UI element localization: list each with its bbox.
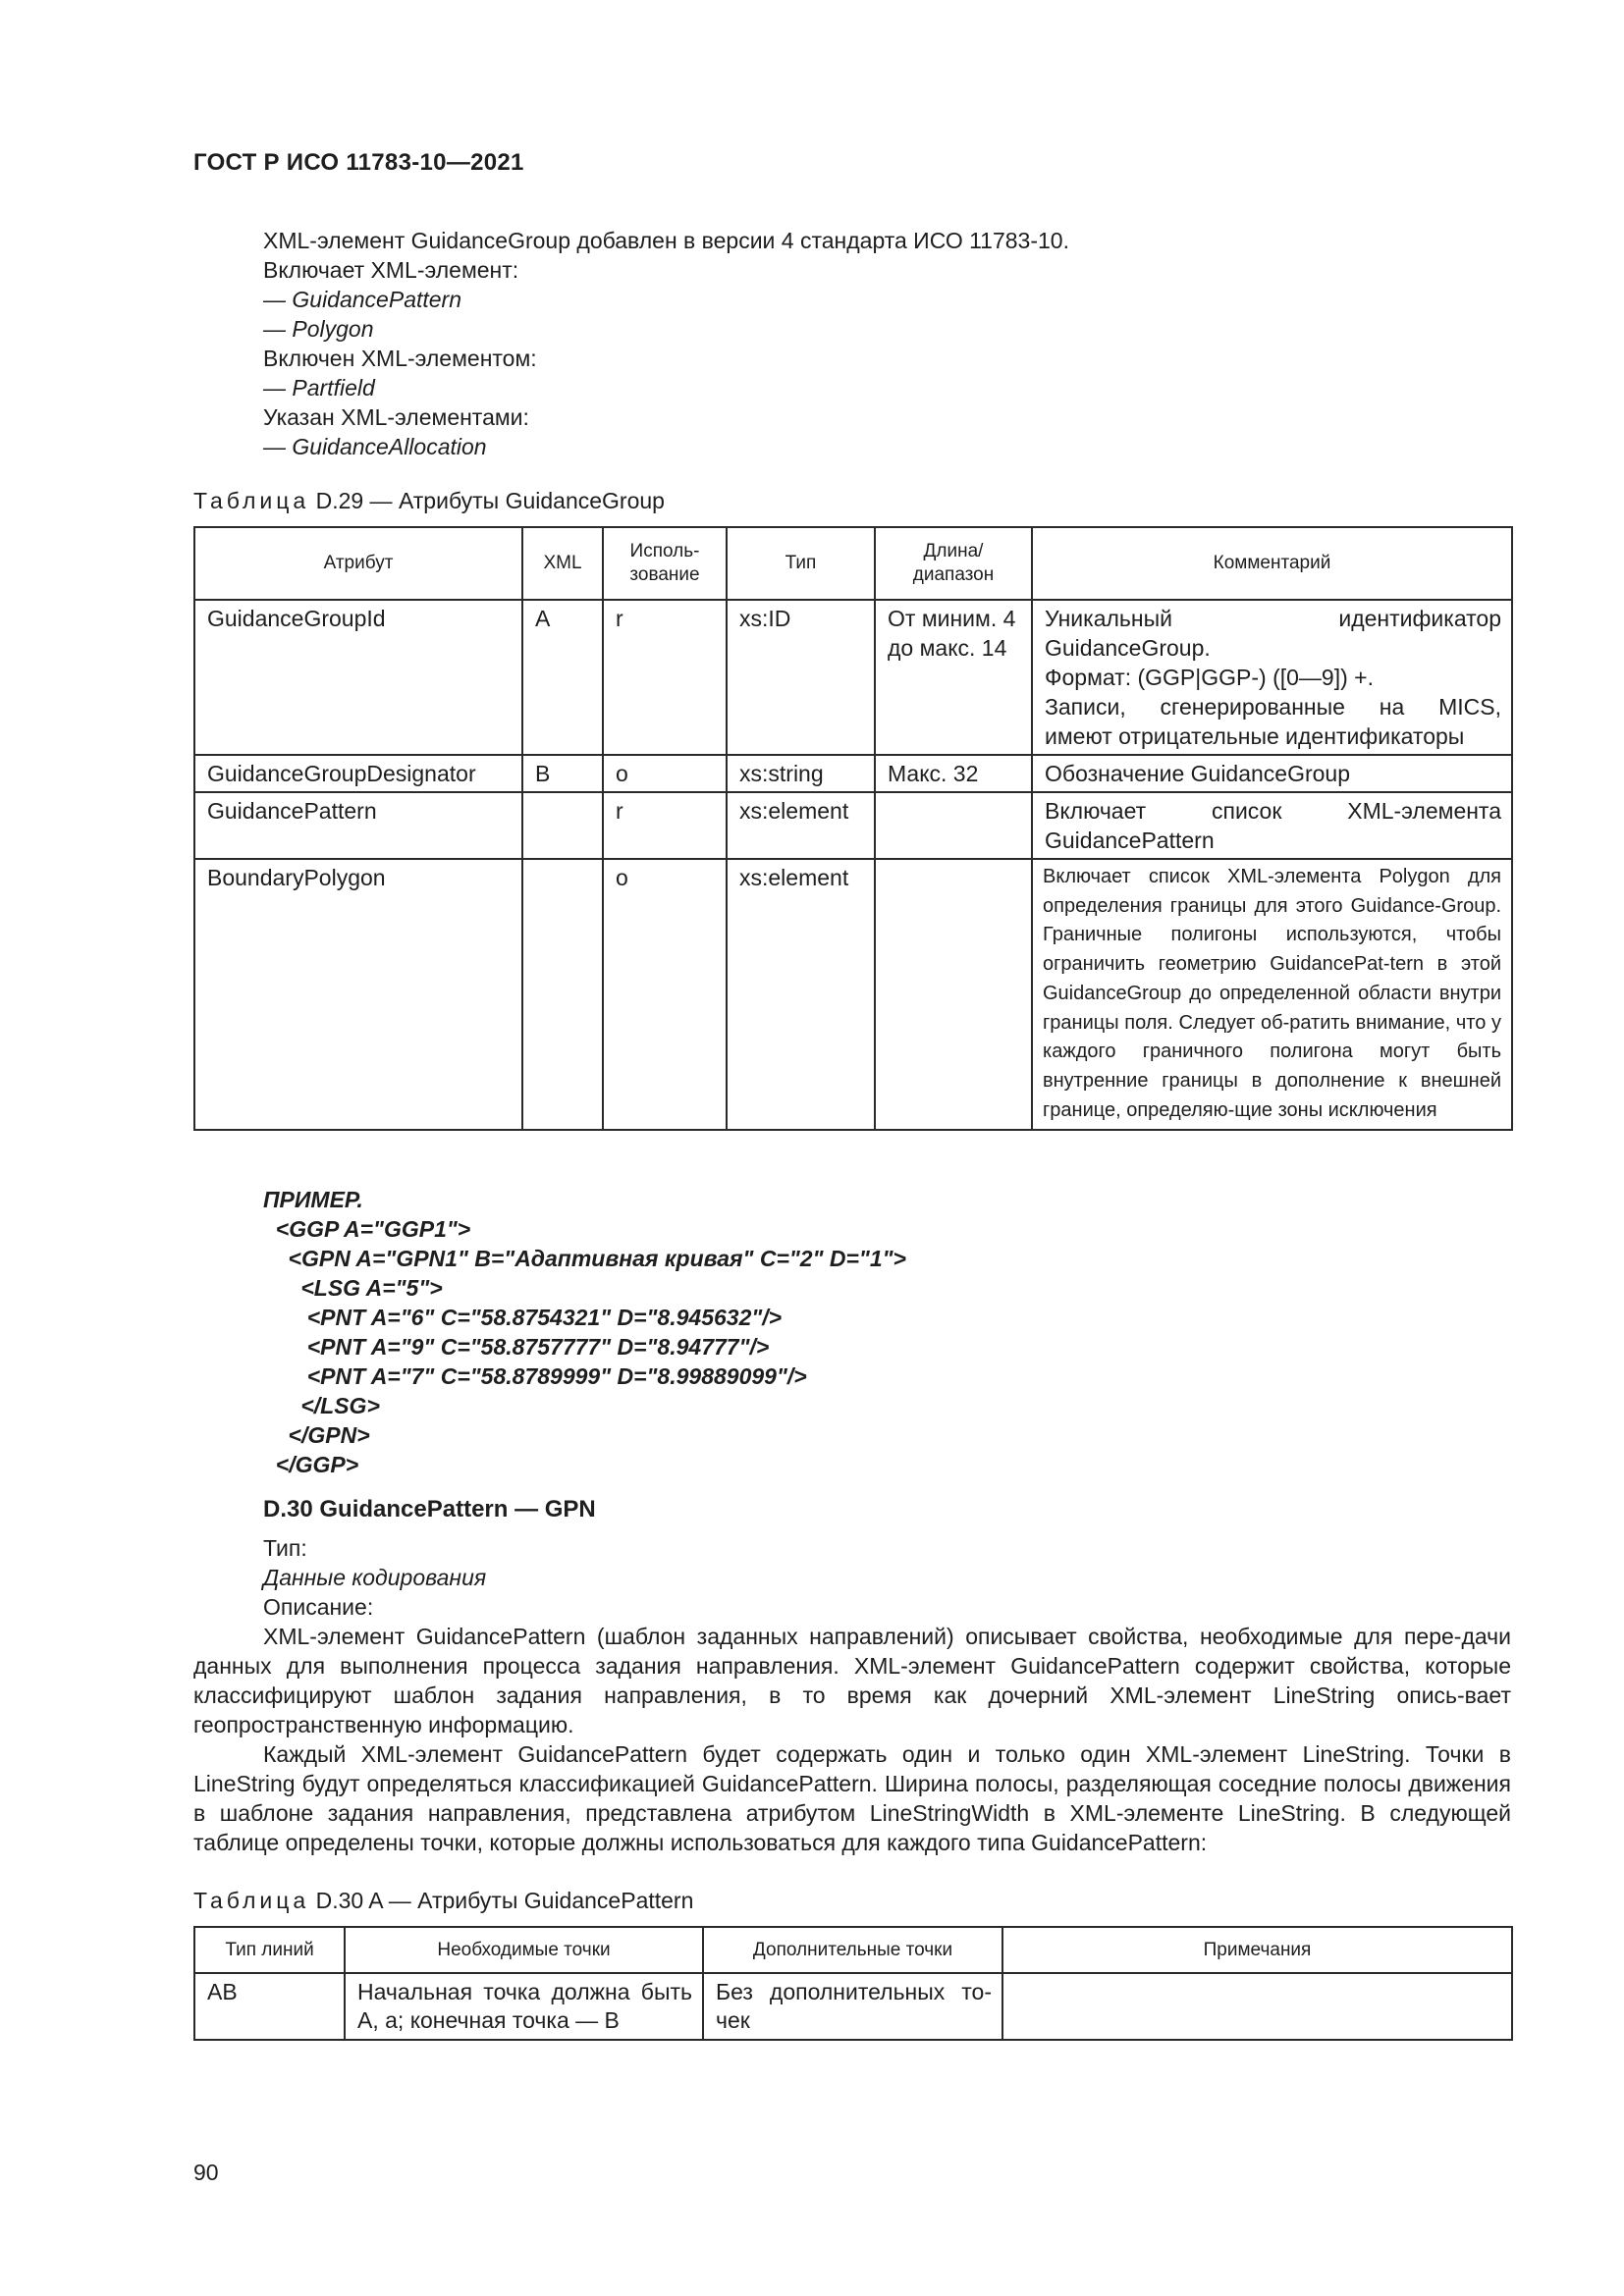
table-row — [194, 755, 1512, 792]
cell-type: xs:element — [727, 792, 875, 859]
code-line: <PNT A="7" C="58.8789999" D="8.99889099"/> — [263, 1363, 807, 1389]
code-line: <PNT A="6" C="58.8754321" D="8.945632"/> — [263, 1305, 783, 1330]
cell-required-points: Начальная точка должна быть A, a; конечная точка — B — [345, 1973, 703, 2040]
comment-line: имеют отрицательные идентификаторы — [1045, 723, 1465, 749]
comment-line: Уникальный идентификатор — [1045, 606, 1501, 631]
column-header-notes: Примечания — [1002, 1927, 1512, 1973]
table-caption-word: Таблица — [193, 488, 310, 513]
description-paragraph: XML-элемент GuidancePattern (шаблон заданных направлений) описывает свойства, необходимые для пере-дачи данных для выполнения процесса задания направления. XML-элемент GuidancePattern содержит свойства, которые классифицируют шаблон задания направления, в то время как дочерний XML-элемент LineString опись-вает геопространственную информацию. — [193, 1624, 1511, 1737]
example-label: ПРИМЕР. — [263, 1187, 363, 1212]
cell-attribute: BoundaryPolygon — [194, 859, 522, 1130]
cell-attribute: GuidancePattern — [194, 792, 522, 859]
type-value: Данные кодирования — [263, 1565, 487, 1590]
column-header-range: Длина/ диапазон — [875, 527, 1032, 600]
cell-usage: r — [603, 600, 727, 755]
column-header-optional-points: Дополнительные точки — [703, 1927, 1002, 1973]
section-body — [193, 1533, 1511, 1857]
column-header-type: Тип — [727, 527, 875, 600]
cell-comment — [1032, 755, 1512, 792]
column-header-xml: XML — [522, 527, 603, 600]
includes-label: Включает XML-элемент: — [263, 257, 519, 283]
page-number: 90 — [193, 2160, 219, 2185]
table-d30 — [193, 1926, 1513, 2041]
includes-item: — GuidancePattern — [263, 287, 462, 312]
comment-line: GuidanceGroup. — [1045, 635, 1211, 661]
table-d29 — [193, 526, 1513, 1131]
cell-range: От миним. 4 до макс. 14 — [875, 600, 1032, 755]
cell-xml — [522, 792, 603, 859]
description-label: Описание: — [263, 1594, 374, 1620]
column-header-line-type: Тип линий — [194, 1927, 345, 1973]
table-row — [194, 600, 1512, 755]
column-header-attribute: Атрибут — [194, 527, 522, 600]
comment-line: Обозначение GuidanceGroup — [1045, 761, 1351, 786]
cell-usage: r — [603, 792, 727, 859]
example-block — [263, 1185, 906, 1479]
section-title: D.30 GuidancePattern — GPN — [263, 1496, 596, 1522]
table-row — [194, 859, 1512, 1130]
table-header-row — [194, 527, 1512, 600]
cell-comment: Включает список XML-элемента Polygon для определения границы для этого Guidance-Group. Граничные полигоны используются, чтобы ограничить геометрию GuidancePat-tern в этой GuidanceGroup до определенной области внутри границы поля. Следует об-ратить внимание, что у каждого граничного полигона могут быть внутренние границы в дополнение к внешней границе, определяю-щие зоны исключения — [1032, 859, 1512, 1130]
column-header-comment: Комментарий — [1032, 527, 1512, 600]
column-header-usage: Исполь- зование — [603, 527, 727, 600]
included-by-label: Включен XML-элементом: — [263, 346, 537, 371]
page-header: ГОСТ Р ИСО 11783-10—2021 — [193, 149, 524, 176]
table-caption-text: D.29 — Атрибуты GuidanceGroup — [309, 488, 665, 513]
cell-type: xs:element — [727, 859, 875, 1130]
code-line: </LSG> — [263, 1393, 380, 1418]
table-caption-word: Таблица — [193, 1888, 310, 1913]
type-label: Тип: — [263, 1535, 307, 1561]
column-header-required-points: Необходимые точки — [345, 1927, 703, 1973]
table-caption-text: D.30 A — Атрибуты GuidancePattern — [309, 1888, 694, 1913]
cell-notes — [1002, 1973, 1512, 2040]
cell-range — [875, 792, 1032, 859]
comment-line: Формат: (GGP|GGP-) ([0—9]) +. — [1045, 665, 1374, 690]
code-line: <PNT A="9" C="58.8757777" D="8.94777"/> — [263, 1334, 770, 1360]
cell-optional-points: Без дополнительных то-чек — [703, 1973, 1002, 2040]
cell-comment — [1032, 600, 1512, 755]
code-line: <GPN A="GPN1" B="Адаптивная кривая" C="2" D="1"> — [263, 1246, 906, 1271]
code-line: </GPN> — [263, 1422, 370, 1448]
cell-xml — [522, 859, 603, 1130]
cell-attribute: GuidanceGroupId — [194, 600, 522, 755]
intro-line: XML-элемент GuidanceGroup добавлен в версии 4 стандарта ИСО 11783-10. — [263, 228, 1069, 253]
cell-comment — [1032, 792, 1512, 859]
table-d29-caption — [193, 488, 665, 514]
cell-usage: o — [603, 859, 727, 1130]
cell-attribute: GuidanceGroupDesignator — [194, 755, 522, 792]
cell-xml: B — [522, 755, 603, 792]
code-line: <LSG A="5"> — [263, 1275, 443, 1301]
includes-item: — Polygon — [263, 316, 374, 342]
cell-range: Макс. 32 — [875, 755, 1032, 792]
table-row — [194, 1973, 1512, 2040]
table-row — [194, 792, 1512, 859]
cell-type: xs:ID — [727, 600, 875, 755]
code-line: <GGP A="GGP1"> — [263, 1216, 471, 1242]
referenced-item: — GuidanceAllocation — [263, 434, 487, 459]
code-line: </GGP> — [263, 1452, 359, 1477]
cell-range — [875, 859, 1032, 1130]
comment-line: Записи, сгенерированные на MICS, — [1045, 694, 1501, 720]
intro-block — [263, 226, 1069, 461]
included-by-item: — Partfield — [263, 375, 375, 400]
cell-line-type: AB — [194, 1973, 345, 2040]
table-header-row — [194, 1927, 1512, 1973]
comment-line: GuidancePattern — [1045, 828, 1215, 853]
table-d30-caption — [193, 1888, 693, 1914]
cell-xml: A — [522, 600, 603, 755]
description-paragraph: Каждый XML-элемент GuidancePattern будет содержать один и только один XML-элемент LineString. Точки в LineString будут определяться классификацией GuidancePattern. Ширина полосы, разделяющая соседние полосы движения в шаблоне задания направления, представлена атрибутом LineStringWidth в XML-элементе LineString. В следующей таблице определены точки, которые должны использоваться для каждого типа GuidancePattern: — [193, 1741, 1511, 1855]
cell-type: xs:string — [727, 755, 875, 792]
referenced-label: Указан XML-элементами: — [263, 404, 529, 430]
comment-line: Включает список XML-элемента — [1045, 798, 1501, 824]
cell-usage: o — [603, 755, 727, 792]
